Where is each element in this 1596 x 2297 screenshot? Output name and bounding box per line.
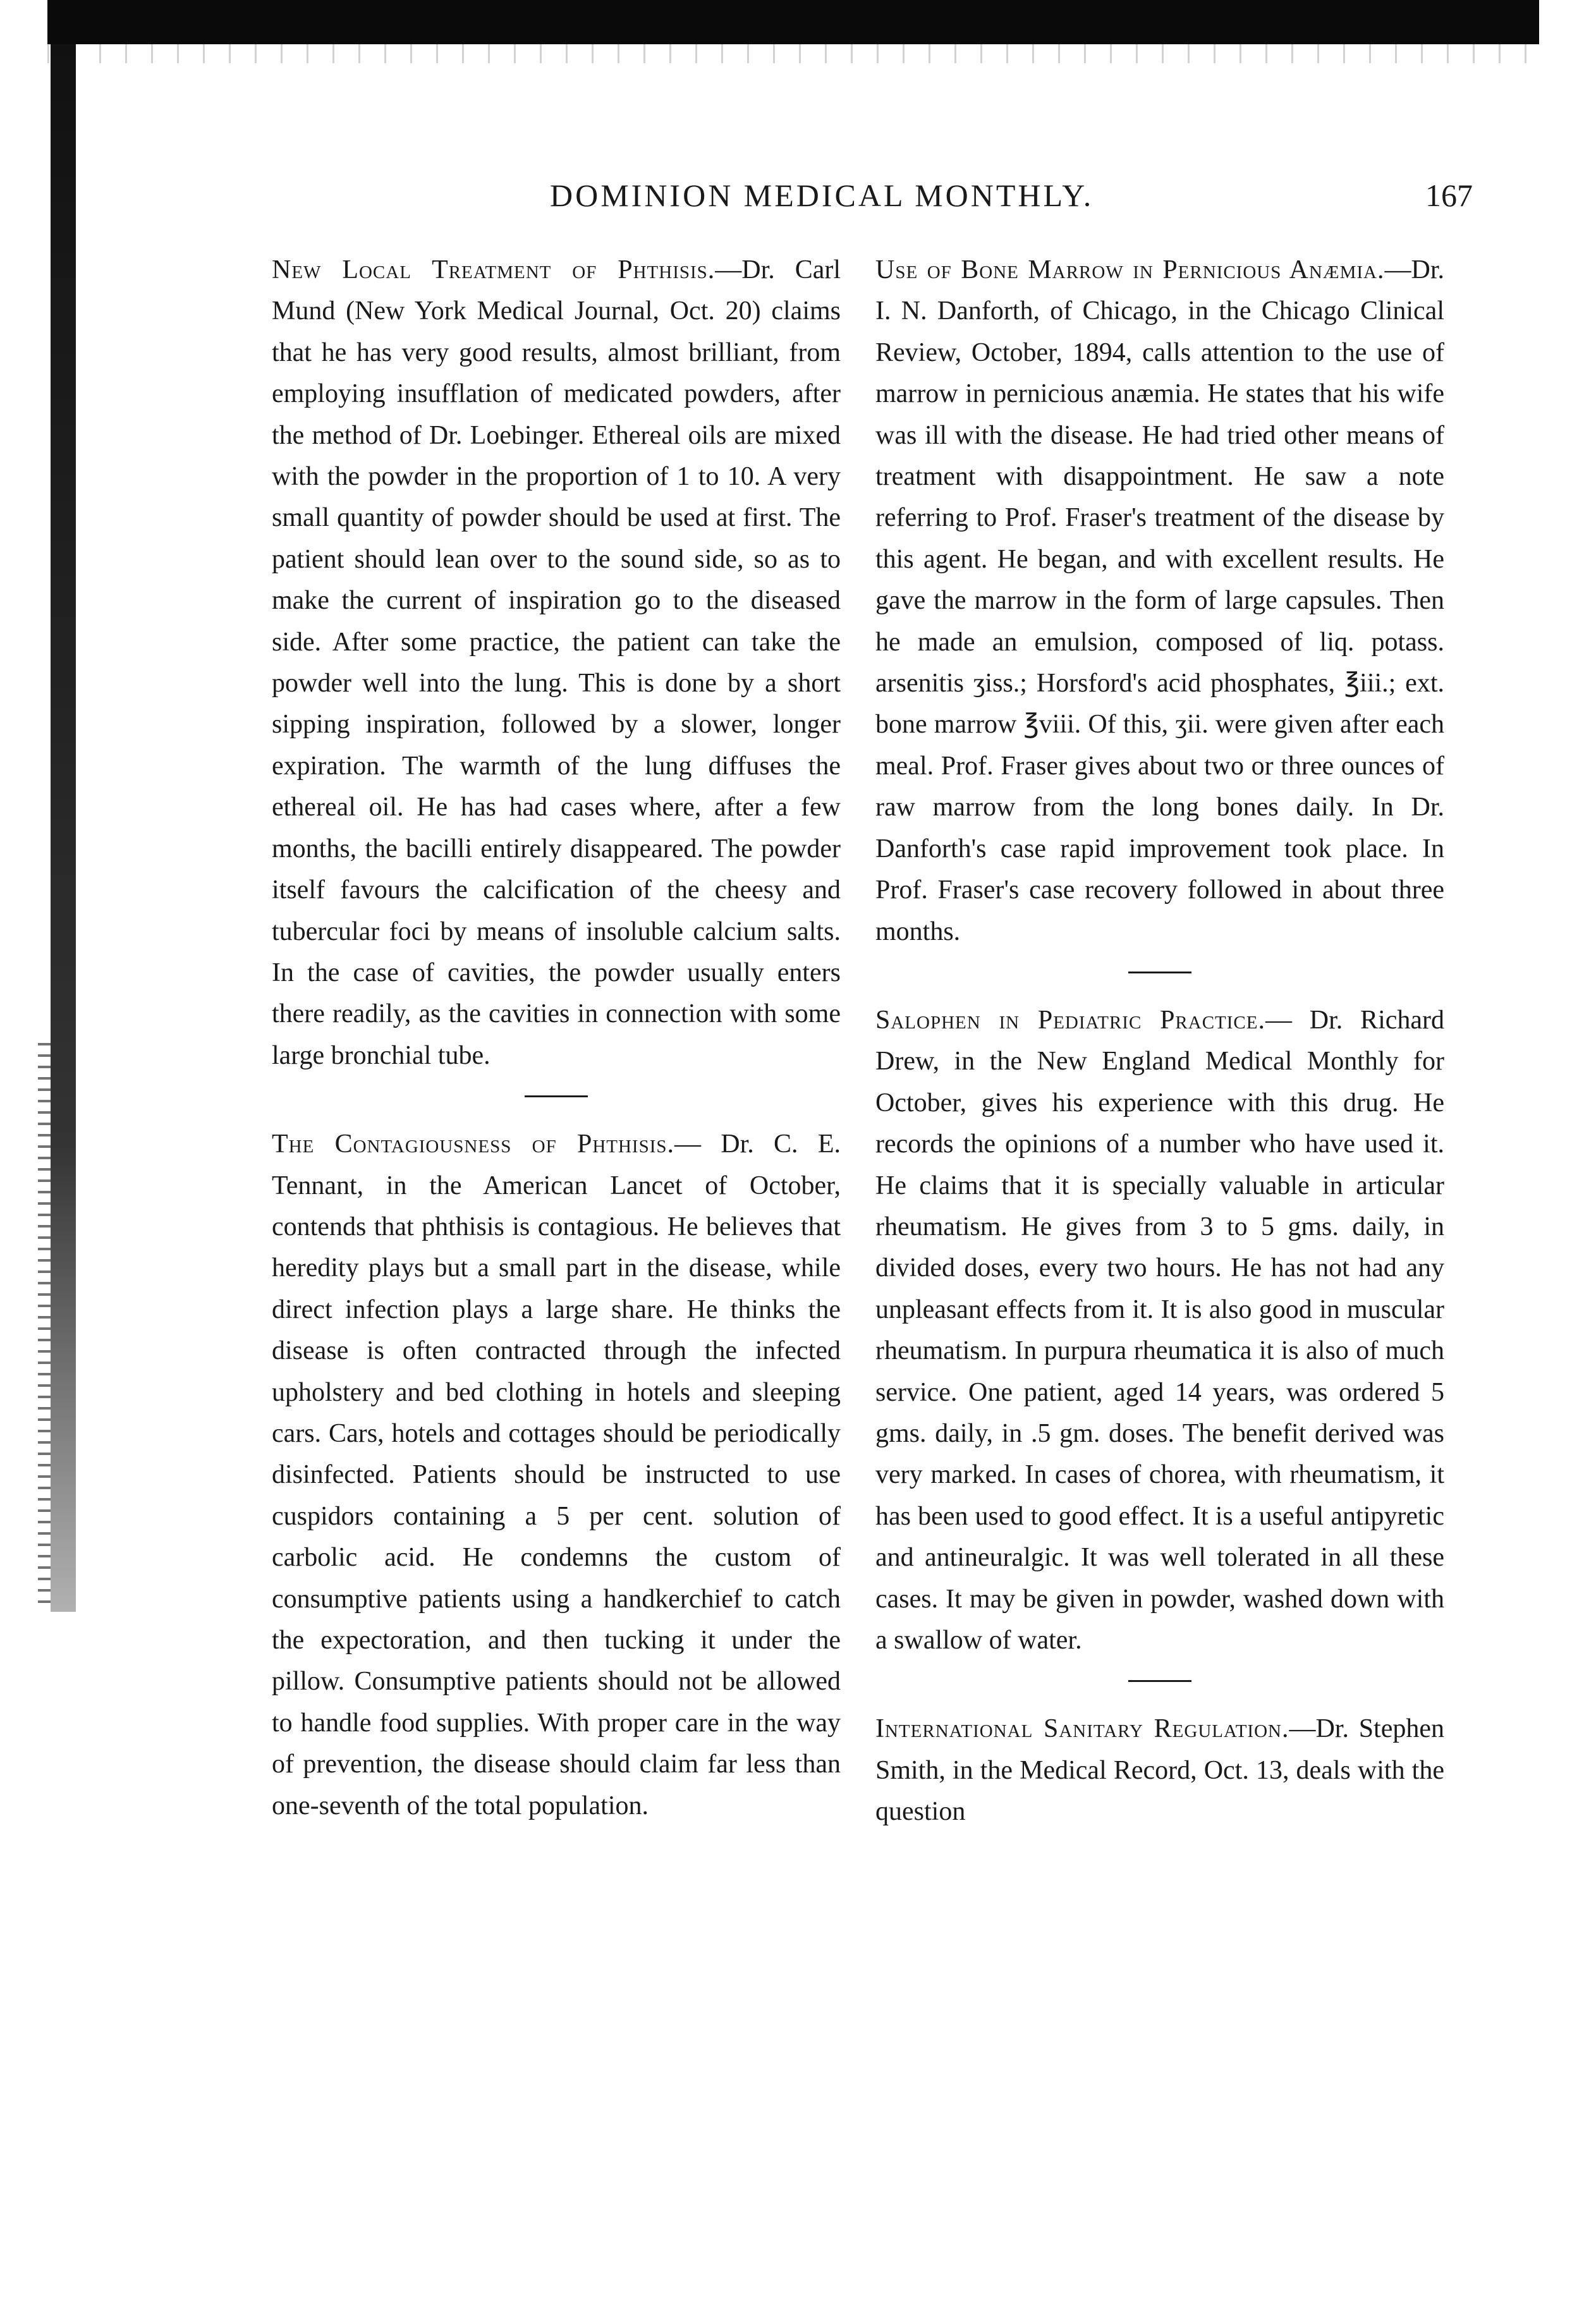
- article-heading: International Sanitary Regulation.: [875, 1714, 1289, 1744]
- section-divider: [1128, 1680, 1191, 1682]
- article-new-local-treatment: [272, 250, 841, 1076]
- article-body: —Dr. I. N. Danforth, of Chicago, in the Chicago Clinical Review, October, 1894, calls attention to the use of marrow in pernicious anæmia. He states that his wife was ill with the disease. He had tried other means of treatment with disappointment. He saw a note referring to Prof. Fraser's treatment of the disease by this agent. He began, and with excellent results. He gave the marrow in the form of large capsules. Then he made an emulsion, composed of liq. potass. arsenitis ʒiss.; Horsford's acid phosphates, ℥iii.; ext. bone marrow ℥viii. Of this, ʒii. were given after each meal. Prof. Fraser gives about two or three ounces of raw marrow from the long bones daily. In Dr. Danforth's case rapid improvement took place. In Prof. Fraser's case recovery followed in about three months.: [875, 255, 1444, 946]
- scan-edge-marks: [38, 1043, 51, 1612]
- page-number: 167: [1425, 178, 1473, 213]
- article-paragraph: [272, 250, 841, 1076]
- article-body: —Dr. Stephen Smith, in the Medical Record, Oct. 13, deals with the question: [875, 1714, 1444, 1827]
- article-heading: New Local Treatment of Phthisis.: [272, 255, 716, 284]
- article-contagiousness: [272, 1124, 841, 1827]
- left-border-rule: [51, 44, 76, 1612]
- article-heading: The Contagiousness of Phthisis.: [272, 1130, 674, 1159]
- article-heading: Salophen in Pediatric Practice.: [875, 1005, 1265, 1035]
- left-column: [272, 250, 841, 1827]
- article-heading: Use of Bone Marrow in Pernicious Anæmia.: [875, 255, 1385, 284]
- article-salophen: [875, 1000, 1444, 1662]
- article-sanitary-regulation: [875, 1709, 1444, 1832]
- article-paragraph: [272, 1124, 841, 1827]
- article-body: — Dr. Richard Drew, in the New England Medical Monthly for October, gives his experience with this drug. He records the opinions of a number who have used it. He claims that it is specially valuable in articular rheumatism. He gives from 3 to 5 gms. daily, in divided doses, every two hours. He has not had any unpleasant effects from it. It is also good in muscular rheumatism. In purpura rheumatica it is also of much service. One patient, aged 14 years, was ordered 5 gms. daily, in .5 gm. doses. The benefit derived was very marked. In cases of chorea, with rheumatism, it has been used to good effect. It is a useful antipyretic and antineuralgic. It was well tolerated in all these cases. It may be given in powder, washed down with a swallow of water.: [875, 1005, 1445, 1655]
- scan-speckle: [47, 44, 1539, 63]
- top-border-rule: [47, 0, 1539, 44]
- article-body: —Dr. Carl Mund (New York Medical Journal, Oct. 20) claims that he has very good results, almost brilliant, from employing insufflation of medicated powders, after the method of Dr. Loebinger. Ethereal oils are mixed with the powder in the proportion of 1 to 10. A very small quantity of powder should be used at first. The patient should lean over to the sound side, so as to make the current of inspiration go to the diseased side. After some practice, the patient can take the powder well into the lung. This is done by a short sipping inspiration, followed by a slower, longer expiration. The warmth of the lung diffuses the ethereal oil. He has had cases where, after a few months, the bacilli entirely disappeared. The powder itself favours the calcification of the cheesy and tubercular foci by means of insoluble calcium salts. In the case of cavities, the powder usually enters there readily, as the cavities in connection with some large bronchial tube.: [272, 255, 841, 1070]
- article-paragraph: [875, 1709, 1444, 1832]
- right-column: [875, 250, 1444, 1833]
- section-divider: [525, 1095, 588, 1097]
- article-paragraph: [875, 250, 1444, 953]
- article-bone-marrow: [875, 250, 1444, 953]
- section-divider: [1128, 972, 1191, 973]
- article-paragraph: [875, 1000, 1444, 1662]
- page-header: [272, 177, 1473, 228]
- running-title: DOMINION MEDICAL MONTHLY.: [550, 178, 1094, 213]
- article-body: — Dr. C. E. Tennant, in the American Lancet of October, contends that phthisis is contagious. He believes that heredity plays but a small part in the disease, while direct infection plays a large share. He thinks the disease is often contracted through the infected upholstery and bed clothing in hotels and sleeping cars. Cars, hotels and cottages should be periodically disinfected. Patients should be instructed to use cuspidors containing a 5 per cent. solution of carbolic acid. He condemns the custom of consumptive patients using a handkerchief to catch the expectoration, and then tucking it under the pillow. Consumptive patients should not be allowed to handle food supplies. With proper care in the way of prevention, the disease should claim far less than one-seventh of the total population.: [272, 1130, 841, 1820]
